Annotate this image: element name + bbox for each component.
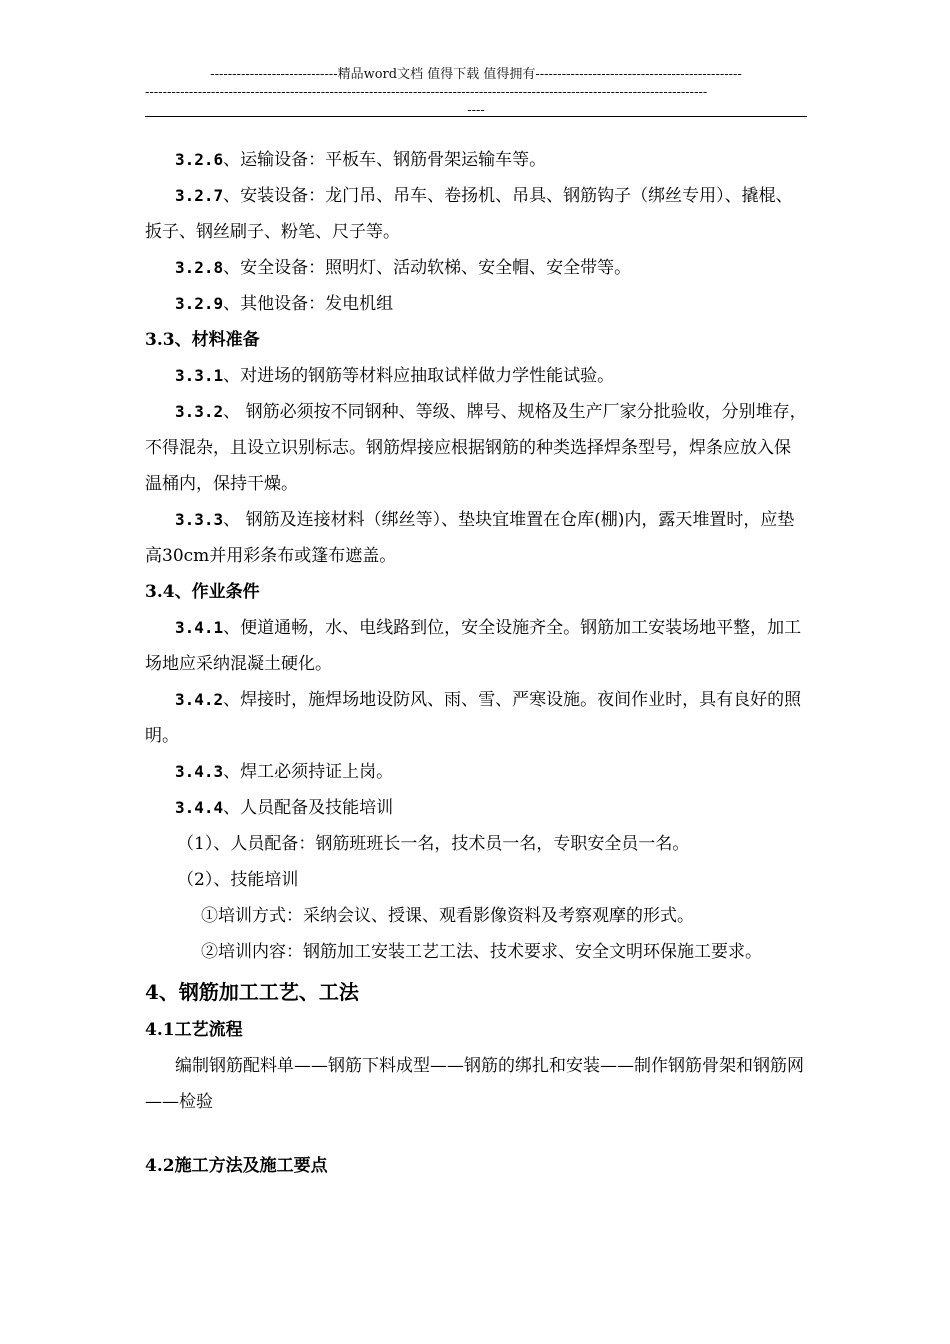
paragraph-3-4-4 <box>145 790 807 826</box>
section-number: 3.2.9 <box>175 294 224 313</box>
heading-3-3: 3.3、材料准备 <box>145 330 260 350</box>
paragraph-3-2-9 <box>145 286 807 322</box>
paragraph-3-3-2 <box>145 394 807 502</box>
paragraph-3-4-3 <box>145 754 807 790</box>
paragraph-text: 、安全设备：照明灯、活动软梯、安全帽、安全带等。 <box>223 258 632 278</box>
page-header <box>145 66 807 120</box>
section-number: 3.4.1 <box>175 618 224 637</box>
document-body <box>145 142 807 1184</box>
paragraph-text: 、焊工必须持证上岗。 <box>223 762 394 782</box>
paragraph-process-flow: 编制钢筋配料单——钢筋下料成型——钢筋的绑扎和安装——制作钢筋骨架和钢筋网——检验 <box>145 1056 804 1112</box>
paragraph-text: 、 钢筋必须按不同钢种、等级、牌号、规格及生产厂家分批验收，分别堆存，不得混杂，且设立识别标志。钢筋焊接应根据钢筋的种类选择焊条型号，焊条应放入保温桶内，保持干燥。 <box>145 402 807 494</box>
header-rule <box>145 116 807 117</box>
header-line-1: -----------------------------精品word文档 值得下载 值得拥有----------------------------------------------- <box>210 67 742 82</box>
paragraph-3-3-3 <box>145 502 807 574</box>
header-line-2: -------------------------------------------------------------------------------------------------------------------------------- <box>145 85 708 100</box>
list-item-staffing: （1）、人员配备：钢筋班班长一名，技术员一名，专职安全员一名。 <box>177 834 690 854</box>
paragraph-text: 、人员配备及技能培训 <box>223 798 394 818</box>
paragraph-3-4-2 <box>145 682 807 754</box>
sub-item-training-method: ①培训方式：采纳会议、授课、观看影像资料及考察观摩的形式。 <box>201 906 694 926</box>
heading-4: 4、钢筋加工工艺、工法 <box>145 980 359 1004</box>
heading-4-2: 4.2施工方法及施工要点 <box>145 1156 328 1176</box>
header-line-3: ---- <box>467 103 485 118</box>
section-number: 3.4.3 <box>175 762 224 781</box>
heading-4-1: 4.1工艺流程 <box>145 1020 243 1040</box>
section-number: 3.3.1 <box>175 366 224 385</box>
section-number: 3.2.8 <box>175 258 224 277</box>
paragraph-text: 、便道通畅，水、电线路到位，安全设施齐全。钢筋加工安装场地平整，加工场地应采纳混凝土硬化。 <box>145 618 802 674</box>
section-number: 3.4.4 <box>175 798 224 817</box>
section-number: 3.4.2 <box>175 690 224 709</box>
section-number: 3.2.6 <box>175 150 224 169</box>
paragraph-3-3-1 <box>145 358 807 394</box>
paragraph-3-2-6 <box>145 142 807 178</box>
paragraph-text: 、焊接时，施焊场地设防风、雨、雪、严寒设施。夜间作业时，具有良好的照明。 <box>145 690 802 746</box>
paragraph-text: 、安装设备：龙门吊、吊车、卷扬机、吊具、钢筋钩子（绑丝专用）、撬棍、扳子、钢丝刷子、粉笔、尺子等。 <box>145 186 793 242</box>
section-number: 3.3.3 <box>175 510 224 529</box>
section-number: 3.3.2 <box>175 402 224 421</box>
paragraph-text: 、 钢筋及连接材料（绑丝等）、垫块宜堆置在仓库(棚)内，露天堆置时，应垫高30cm并用彩条布或篷布遮盖。 <box>145 510 795 566</box>
paragraph-3-2-7 <box>145 178 807 250</box>
list-item-training: （2）、技能培训 <box>177 870 299 890</box>
paragraph-text: 、其他设备：发电机组 <box>223 294 394 314</box>
heading-3-4: 3.4、作业条件 <box>145 582 260 602</box>
sub-item-training-content: ②培训内容：钢筋加工安装工艺工法、技术要求、安全文明环保施工要求。 <box>201 942 762 962</box>
section-number: 3.2.7 <box>175 186 224 205</box>
paragraph-text: 、运输设备：平板车、钢筋骨架运输车等。 <box>223 150 547 170</box>
spacer <box>145 1120 807 1148</box>
paragraph-text: 、对进场的钢筋等材料应抽取试样做力学性能试验。 <box>223 366 615 386</box>
paragraph-3-2-8 <box>145 250 807 286</box>
paragraph-3-4-1 <box>145 610 807 682</box>
